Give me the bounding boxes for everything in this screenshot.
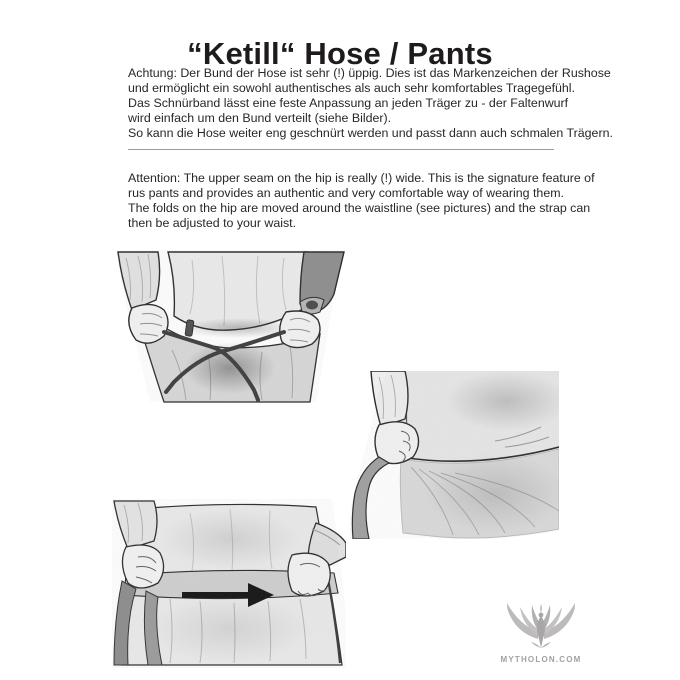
- illustration-waistband-adjustment: [100, 499, 346, 668]
- text-line: Achtung: Der Bund der Hose ist sehr (!) üppig. Dies ist das Markenzeichen der Rushose: [128, 66, 611, 80]
- english-instructions: [128, 171, 595, 231]
- text-line: Attention: The upper seam on the hip is really (!) wide. This is the signature feature of: [128, 171, 595, 185]
- sketch-waistband-adjustment: [100, 499, 346, 668]
- text-line: So kann die Hose weiter eng geschnürt werden und passt dann auch schmalen Trägern.: [128, 126, 613, 140]
- sketch-hip-folds: [345, 371, 559, 539]
- brand-logo: [498, 601, 584, 664]
- sketch-tying-drawstring: [112, 250, 346, 403]
- brand-url: MYTHOLON.COM: [500, 655, 582, 664]
- text-line: then be adjusted to your waist.: [128, 216, 297, 230]
- illustration-tying-drawstring: [112, 250, 346, 403]
- section-divider: [128, 149, 554, 150]
- text-line: rus pants and provides an authentic and very comfortable way of wearing them.: [128, 186, 564, 200]
- text-line: und ermöglicht ein sowohl authentisches als auch sehr komfortables Tragegefühl.: [128, 81, 576, 95]
- text-line: Das Schnürband lässt eine feste Anpassung an jeden Träger zu - der Faltenwurf: [128, 96, 569, 110]
- german-instructions: [128, 66, 613, 141]
- text-line: wird einfach um den Bund verteilt (siehe Bilder).: [128, 111, 392, 125]
- page-title: “Ketill“ Hose / Pants: [187, 35, 493, 71]
- text-line: The folds on the hip are moved around the waistline (see pictures) and the strap can: [128, 201, 591, 215]
- phoenix-icon: [501, 601, 581, 649]
- illustration-hip-folds: [345, 371, 559, 539]
